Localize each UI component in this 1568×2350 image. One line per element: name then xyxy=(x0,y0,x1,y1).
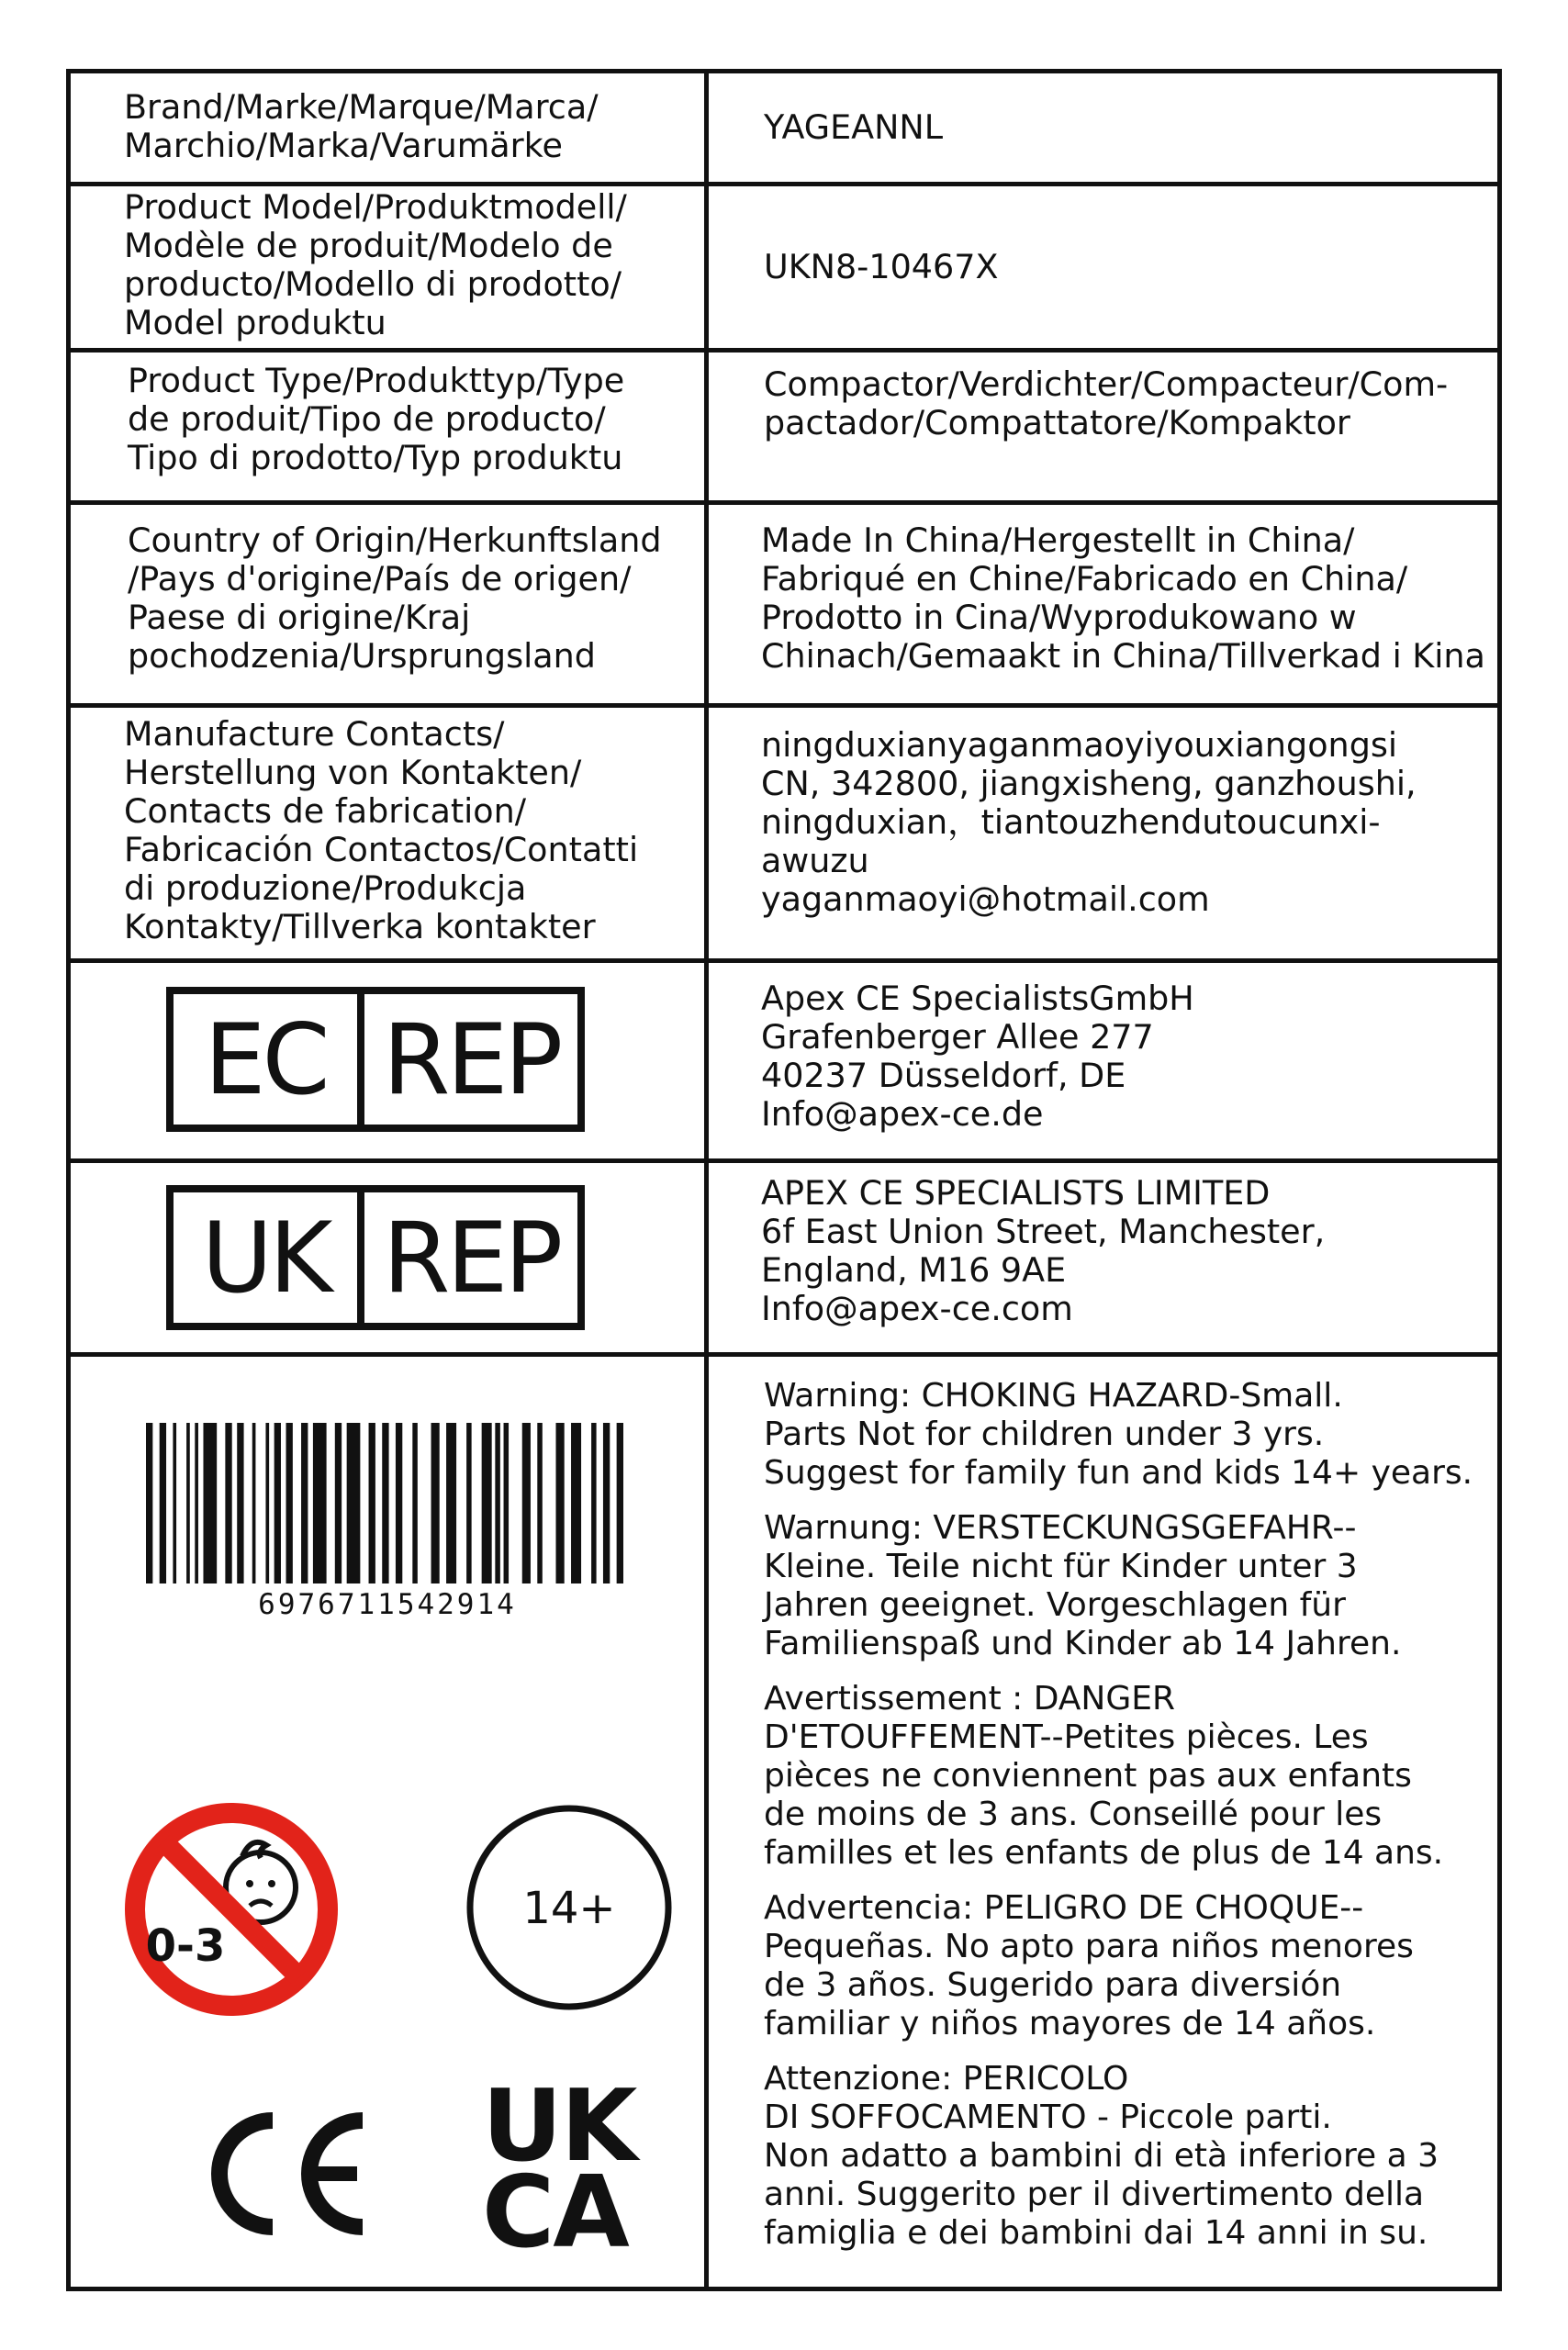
barcode-bar xyxy=(237,1423,243,1583)
barcode-bar xyxy=(225,1423,231,1583)
type-value: Compactor/Verdichter/Compacteur/Com- pactador/Compattatore/Kompaktor xyxy=(764,364,1449,442)
barcode-bar xyxy=(146,1423,152,1583)
ec-rep-symbol-left: EC xyxy=(204,1002,327,1116)
barcode-bar xyxy=(591,1423,597,1583)
ec-rep-row xyxy=(71,958,1497,1158)
brand-row xyxy=(71,73,1497,182)
barcode-bar xyxy=(431,1423,440,1583)
warning-es: Advertencia: PELIGRO DE CHOQUE-- Pequeñas. No apto para niños menores de 3 años. Sugerido para diversión familiar y niños mayores de 14 años. xyxy=(764,1889,1414,2042)
model-value: UKN8-10467X xyxy=(764,247,999,286)
manufacturer-value: ningduxianyaganmaoyiyouxiangongsi CN, 342800, jiangxisheng, ganzhoushi, ningduxian，tiantouzhendutoucunxi- awuzu yaganmaoyi@hotmail.com xyxy=(761,725,1417,919)
model-row xyxy=(71,182,1497,348)
barcode-bar xyxy=(617,1423,623,1583)
barcode-bar xyxy=(482,1423,492,1583)
barcode-bar xyxy=(446,1423,456,1583)
uk-rep-address: APEX CE SPECIALISTS LIMITED 6f East Union Street, Manchester, England, M16 9AE Info@apex-ce.com xyxy=(761,1173,1326,1328)
uk-rep-symbol-right: REP xyxy=(382,1201,560,1315)
barcode-bar xyxy=(203,1423,217,1583)
barcode-bar xyxy=(504,1423,510,1583)
barcode-bar xyxy=(195,1423,198,1583)
uk-rep-row xyxy=(71,1158,1497,1352)
barcode-bar xyxy=(160,1423,166,1583)
barcode-bar xyxy=(286,1423,293,1583)
warning-fr: Avertissement : DANGER D'ETOUFFEMENT--Petites pièces. Les pièces ne conviennent pas aux enfants de moins de 3 ans. Conseillé pour les familles et les enfants de plus de 14 ans. xyxy=(764,1680,1444,1872)
barcode-bar xyxy=(173,1423,176,1583)
barcode-bar xyxy=(412,1423,418,1583)
type-row xyxy=(71,348,1497,500)
uk-rep-symbol-left: UK xyxy=(201,1201,330,1315)
ce-mark-text xyxy=(71,1357,72,1358)
barcode-bar xyxy=(301,1423,308,1583)
barcode-bar xyxy=(537,1423,543,1583)
barcode-bar xyxy=(265,1423,269,1583)
barcode-bar xyxy=(603,1423,610,1583)
barcode-bar xyxy=(335,1423,342,1583)
barcode-bar xyxy=(495,1423,500,1583)
ukca-mark-bottom: CA xyxy=(482,2155,628,2270)
brand-value: YAGEANNL xyxy=(764,107,944,147)
barcode-number: 6976711542914 xyxy=(258,1588,517,1621)
ec-rep-address: Apex CE SpecialistsGmbH Grafenberger Allee 277 40237 Düsseldorf, DE Info@apex-ce.de xyxy=(761,979,1194,1134)
ec-rep-symbol xyxy=(166,987,585,1132)
ec-rep-symbol-right: REP xyxy=(382,1002,560,1116)
model-label: Product Model/Produktmodell/ Modèle de produit/Modelo de producto/Modello di prodotto/ Model produktu xyxy=(124,187,627,342)
barcode-bar xyxy=(466,1423,472,1583)
barcode-bar xyxy=(571,1423,581,1583)
barcode-bar xyxy=(369,1423,375,1583)
ukca-mark-icon xyxy=(482,2069,656,2270)
warning-it: Attenzione: PERICOLO DI SOFFOCAMENTO - Piccole parti. Non adatto a bambini di età inferiore a 3 anni. Suggerito per il divertimento della famiglia e dei bambini dai 14 anni in su. xyxy=(764,2060,1439,2252)
product-label-table xyxy=(66,69,1502,2291)
warning-en: Warning: CHOKING HAZARD-Small. Parts Not for children under 3 yrs. Suggest for family fun and kids 14+ years. xyxy=(764,1377,1473,1492)
warnings-text xyxy=(709,1377,1502,2269)
origin-row xyxy=(71,500,1497,703)
ce-mark-icon xyxy=(199,2100,383,2247)
ec-rep-symbol-divider xyxy=(357,994,364,1125)
barcode-bar xyxy=(186,1423,190,1583)
brand-label: Brand/Marke/Marque/Marca/ Marchio/Marka/Varumärke xyxy=(124,87,599,165)
barcode-bars xyxy=(146,1423,623,1583)
manufacturer-row xyxy=(71,703,1497,958)
barcode-bar xyxy=(347,1423,361,1583)
warnings-row xyxy=(71,1352,1497,2287)
barcode-bar xyxy=(252,1423,256,1583)
barcode-image xyxy=(146,1423,623,1583)
origin-value: Made In China/Hergestellt in China/ Fabriqué en Chine/Fabricado en China/ Prodotto in Cina/Wyprodukowano w Chinach/Gemaakt in China/Tillverkad i Kina xyxy=(761,520,1485,676)
warning-de: Warnung: VERSTECKUNGSGEFAHR-- Kleine. Teile nicht für Kinder unter 3 Jahren geeignet. Vorgeschlagen für Familienspaß und Kinder ab 14 Jahren. xyxy=(764,1509,1402,1662)
ukca-mark-top: UK xyxy=(482,2069,636,2184)
manufacturer-label: Manufacture Contacts/ Herstellung von Kontakten/ Contacts de fabrication/ Fabricación Contactos/Contatti di produzione/Produkcja Kontakty/Tillverka kontakter xyxy=(124,714,639,946)
uk-rep-symbol xyxy=(166,1185,585,1330)
barcode-bar xyxy=(556,1423,565,1583)
barcode-bar xyxy=(396,1423,402,1583)
barcode-bar xyxy=(274,1423,281,1583)
origin-label: Country of Origin/Herkunftsland /Pays d'origine/País de origen/ Paese di origine/Kraj pochodzenia/Ursprungsland xyxy=(128,520,662,676)
barcode-bar xyxy=(313,1423,327,1583)
uk-rep-symbol-divider xyxy=(357,1192,364,1323)
barcode-bar xyxy=(382,1423,388,1583)
barcode-bar xyxy=(522,1423,531,1583)
no-children-0-3-icon xyxy=(121,1799,342,2020)
type-label: Product Type/Produkttyp/Type de produit/Tipo de producto/ Tipo di prodotto/Typ produktu xyxy=(128,361,625,477)
age-14-plus-text: 14+ xyxy=(522,1883,616,1934)
age-14-plus-badge xyxy=(464,1802,675,2013)
age-range-text: 0-3 xyxy=(145,1920,226,1972)
